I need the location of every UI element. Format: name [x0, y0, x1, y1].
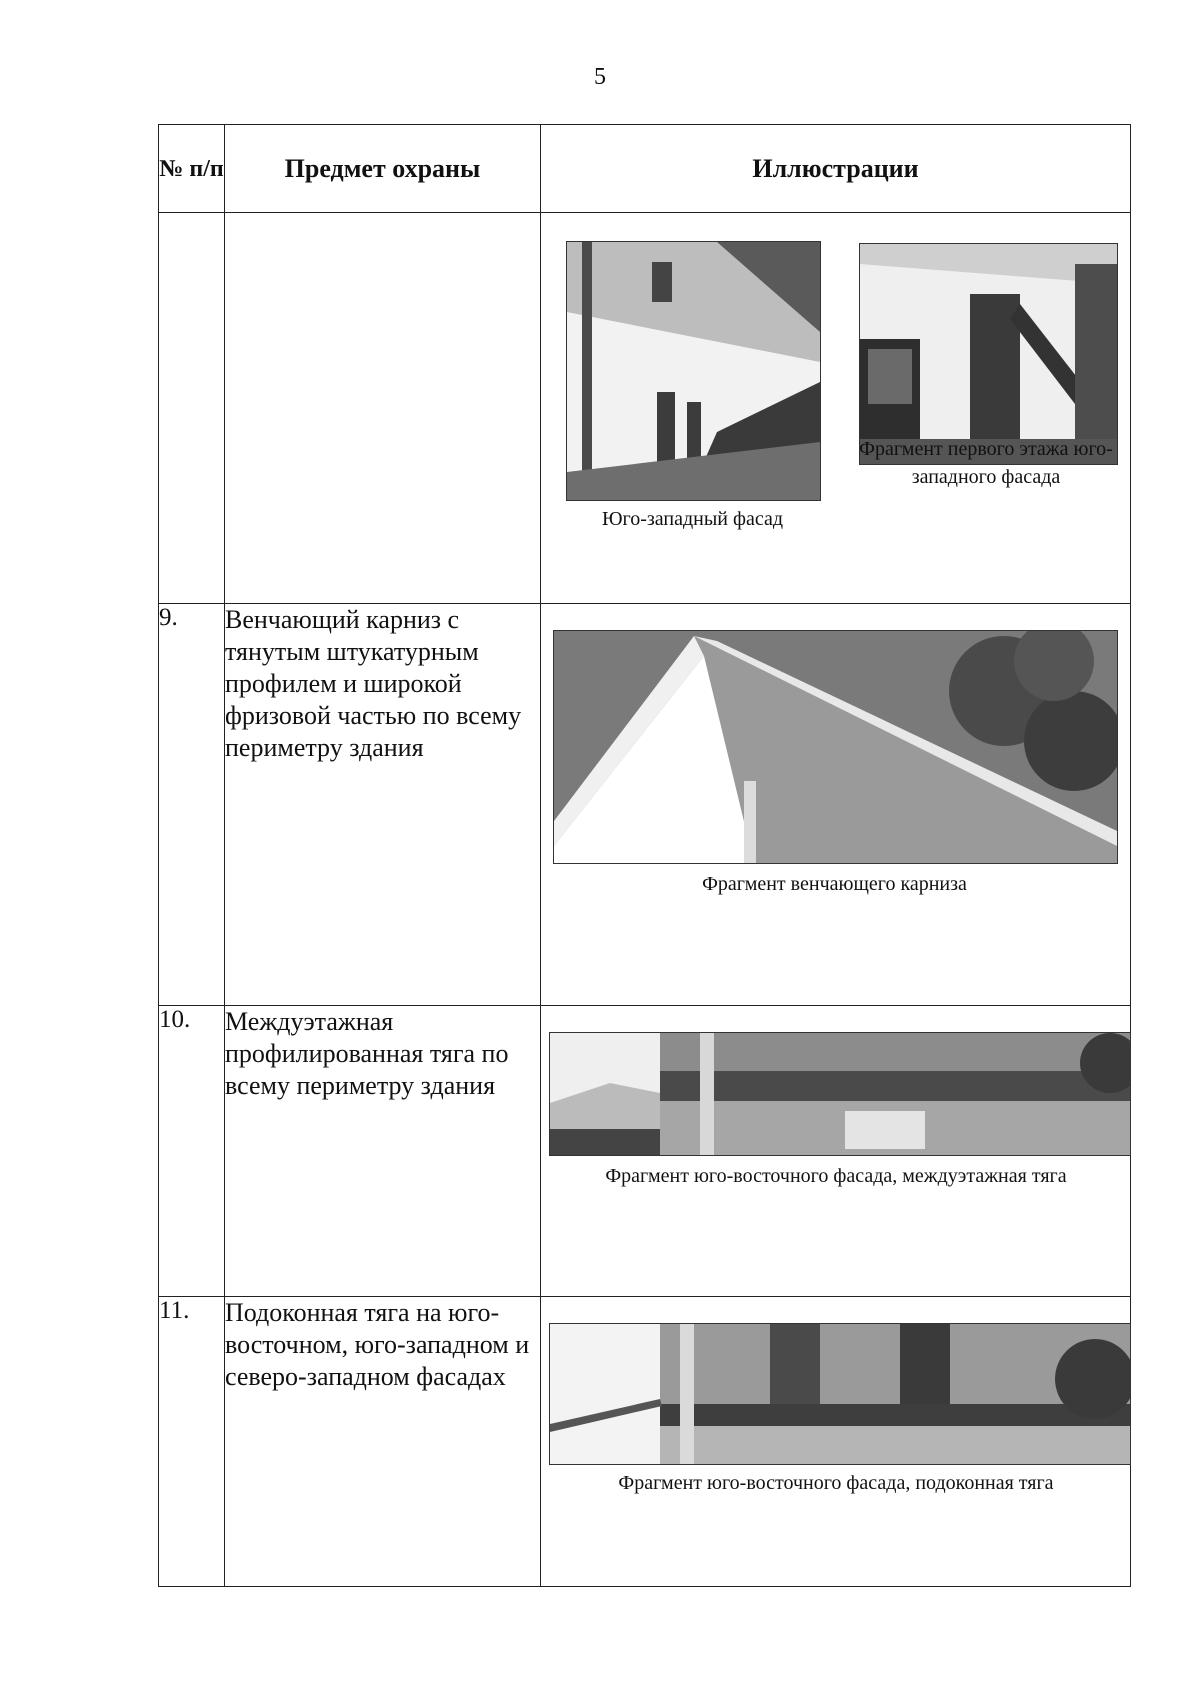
protection-subjects-table [158, 124, 1131, 1587]
table-header-row [159, 125, 1131, 213]
photo-windowsill-belt [549, 1323, 1131, 1465]
table-row [159, 1297, 1131, 1587]
header-num: № п/п [159, 125, 225, 213]
table-row [159, 1006, 1131, 1297]
row-subject: Венчающий карниз с тянутым штукатурным профилем и широкой фризовой частью по всему периметру здания [225, 604, 541, 1006]
row-subject: Подоконная тяга на юго-восточном, юго-западном и северо-западном фасадах [225, 1297, 541, 1587]
row-illustrations [541, 604, 1131, 1006]
caption-windowsill-belt: Фрагмент юго-восточного фасада, подоконная тяга [618, 1472, 1054, 1494]
row-num: 10. [159, 1006, 225, 1297]
row-subject [225, 213, 541, 604]
photo-southwest-first-floor [859, 243, 1118, 465]
page-number: 5 [594, 64, 606, 90]
photo-crowning-cornice [553, 630, 1118, 864]
row-illustrations [541, 1006, 1131, 1297]
row-illustrations [541, 213, 1131, 604]
photo-southwest-facade [566, 241, 821, 501]
header-subject: Предмет охраны [225, 125, 541, 213]
table-row [159, 604, 1131, 1006]
caption-interfloor-belt: Фрагмент юго-восточного фасада, междуэтажная тяга [605, 1165, 1067, 1187]
caption-southwest-first-floor: Фрагмент первого этажа юго-западного фасада [859, 438, 1113, 488]
row-subject: Междуэтажная профилированная тяга по всему периметру здания [225, 1006, 541, 1297]
row-num: 9. [159, 604, 225, 1006]
table-row [159, 213, 1131, 604]
photo-interfloor-belt [549, 1032, 1131, 1156]
caption-crowning-cornice: Фрагмент венчающего карниза [702, 873, 967, 895]
row-num: 11. [159, 1297, 225, 1587]
caption-southwest-facade: Юго-западный фасад [601, 508, 784, 530]
row-illustrations [541, 1297, 1131, 1587]
header-illustrations: Иллюстрации [541, 125, 1131, 213]
row-num [159, 213, 225, 604]
